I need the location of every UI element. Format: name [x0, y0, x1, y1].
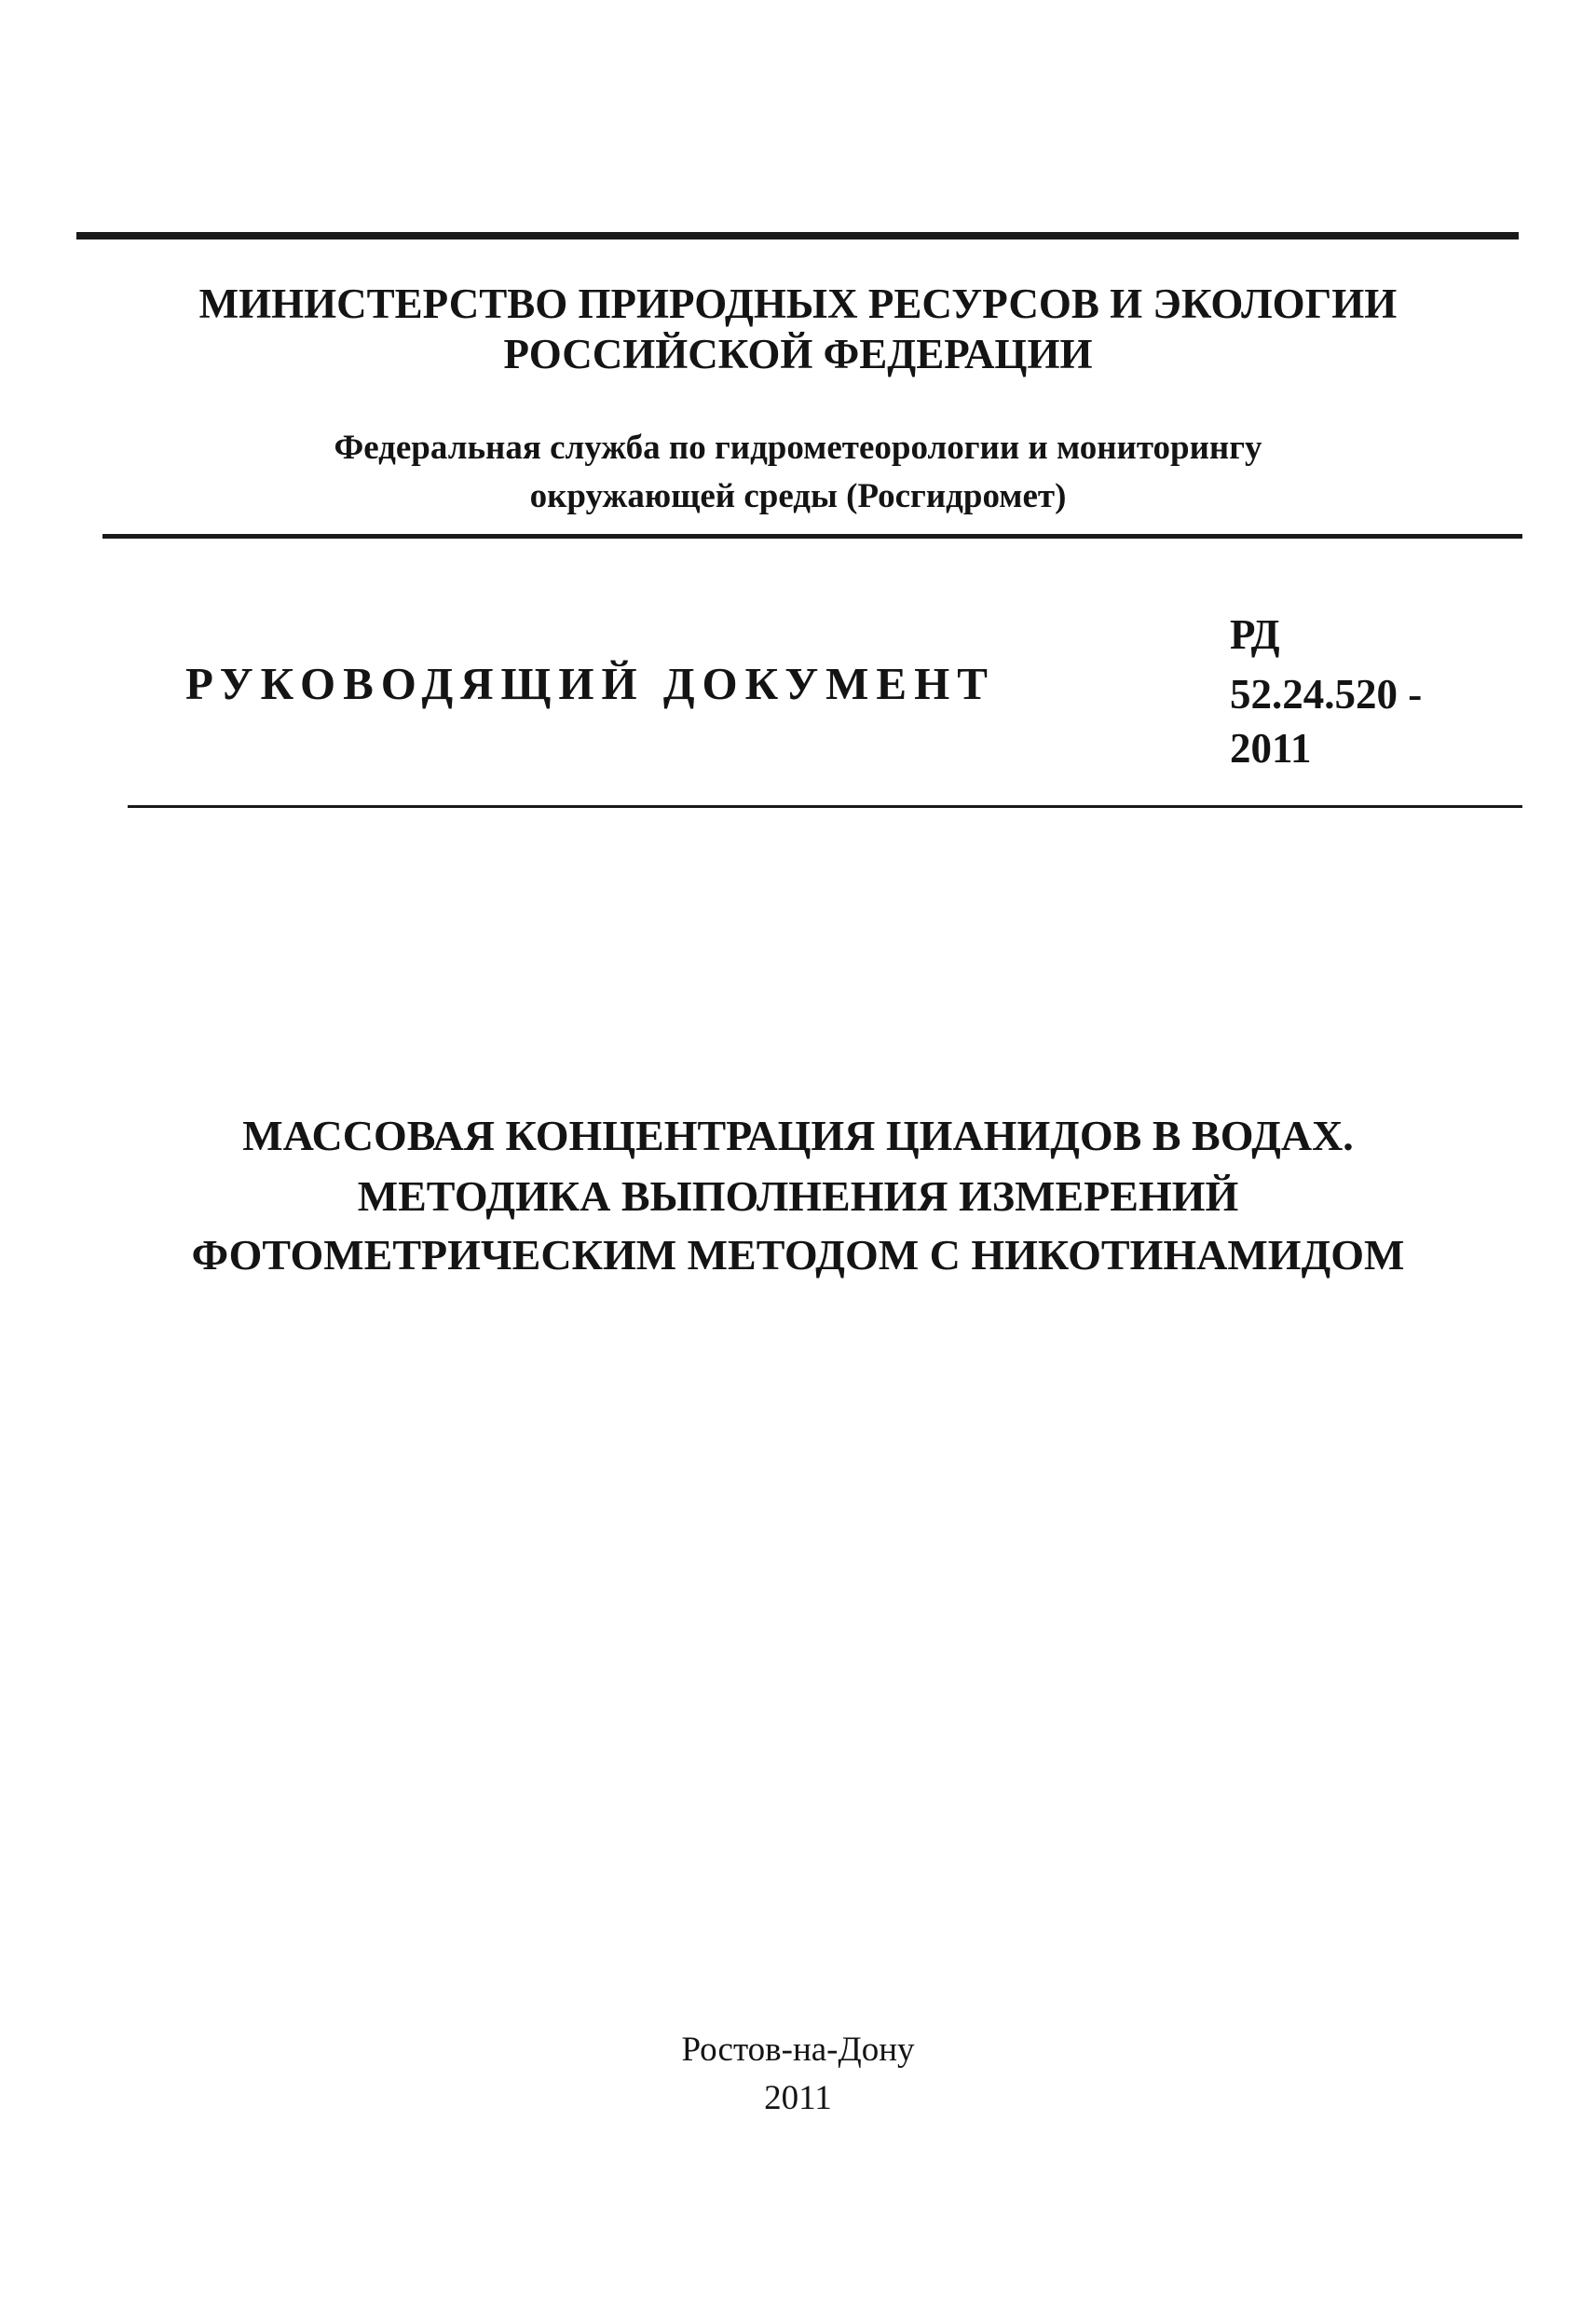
- document-code-line2: 52.24.520 -: [1230, 671, 1423, 718]
- document-title-line2: МЕТОДИКА ВЫПОЛНЕНИЯ ИЗМЕРЕНИЙ: [357, 1172, 1239, 1220]
- middle-divider: [102, 534, 1522, 539]
- top-divider: [76, 232, 1519, 239]
- document-code-line3: 2011: [1230, 725, 1312, 772]
- lower-divider: [128, 805, 1522, 808]
- service-name-line1: Федеральная служба по гидрометеорологии и мониторингу: [334, 429, 1262, 467]
- ministry-name-line2: РОССИЙСКОЙ ФЕДЕРАЦИИ: [503, 331, 1093, 377]
- document-type: РУКОВОДЯЩИЙ ДОКУМЕНТ: [185, 658, 995, 709]
- document-title-line3: ФОТОМЕТРИЧЕСКИМ МЕТОДОМ С НИКОТИНАМИДОМ: [191, 1231, 1405, 1279]
- publication-year: 2011: [764, 2079, 832, 2117]
- document-title-line1: МАССОВАЯ КОНЦЕНТРАЦИЯ ЦИАНИДОВ В ВОДАХ.: [242, 1112, 1354, 1159]
- ministry-name-line1: МИНИСТЕРСТВО ПРИРОДНЫХ РЕСУРСОВ И ЭКОЛОГИИ: [198, 280, 1398, 327]
- document-code-line1: РД: [1230, 611, 1280, 658]
- service-name-line2: окружающей среды (Росгидромет): [529, 477, 1067, 515]
- publication-city: Ростов-на-Дону: [681, 2031, 915, 2069]
